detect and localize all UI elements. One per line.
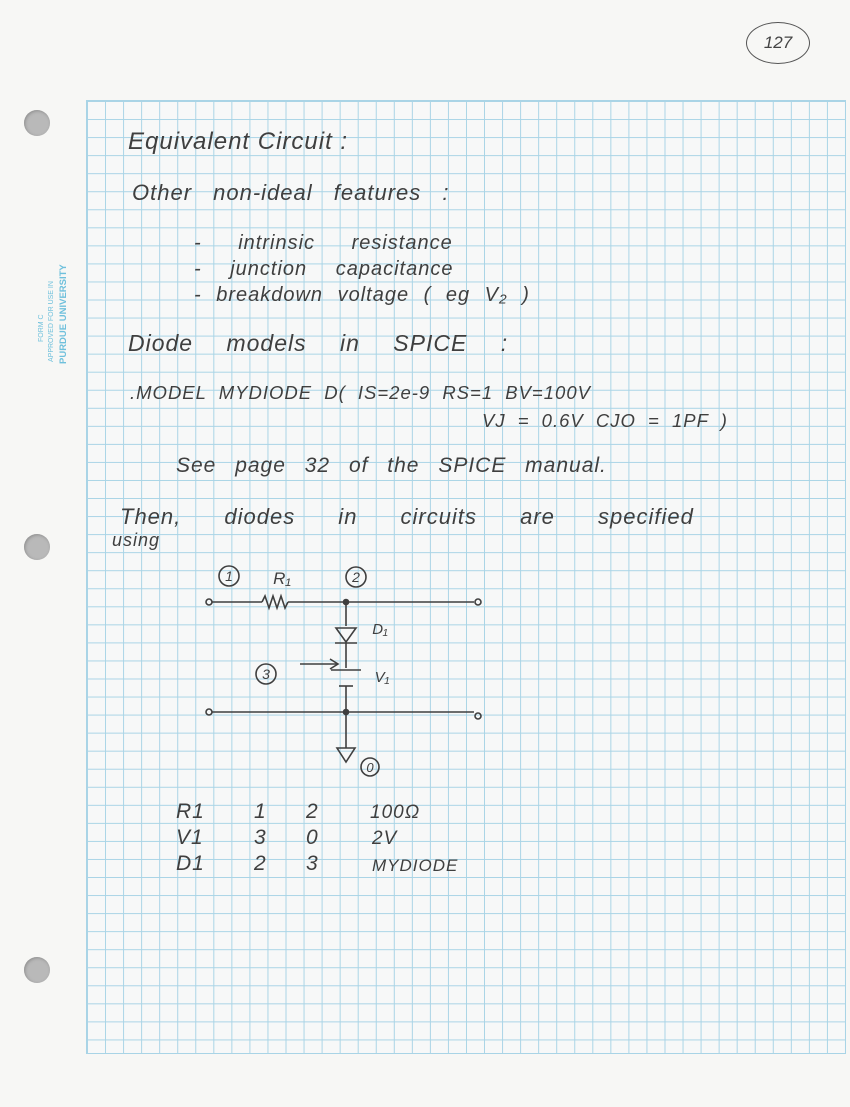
netlist-name: V1	[176, 826, 204, 849]
node-1-label: 1	[225, 568, 233, 584]
form-label-form: FORM C	[38, 314, 45, 342]
d1-label: D₁	[372, 621, 388, 638]
netlist-node-b: 3	[306, 852, 319, 875]
node-3-label: 3	[262, 666, 270, 682]
form-label-university: PURDUE UNIVERSITY	[58, 264, 69, 364]
netlist-node-b: 0	[306, 826, 319, 849]
netlist-node-b: 2	[306, 800, 319, 823]
model-line-1: .MODEL MYDIODE D( IS=2e-9 RS=1 BV=100V	[130, 382, 591, 403]
diode-d1	[336, 628, 356, 642]
terminal-bottom-left	[206, 709, 212, 715]
node-0-label: 0	[366, 760, 374, 775]
subheading-features: Other non-ideal features :	[132, 180, 450, 205]
terminal-top-left	[206, 599, 212, 605]
netlist-value: 2V	[372, 828, 398, 849]
netlist-name: D1	[176, 852, 205, 875]
r1-label: R₁	[273, 569, 291, 588]
v1-label: V₁	[374, 669, 390, 686]
then-line-2: using	[112, 530, 161, 550]
feature-intrinsic-resistance: - intrinsic resistance	[194, 232, 453, 254]
ground-symbol	[337, 748, 355, 762]
spice-heading: Diode models in SPICE :	[128, 330, 509, 356]
see-page-note: See page 32 of the SPICE manual.	[176, 454, 607, 477]
netlist-node-a: 1	[254, 800, 267, 823]
netlist-node-a: 2	[254, 852, 267, 875]
feature-breakdown-voltage: - breakdown voltage ( eg V₂ )	[194, 284, 530, 306]
feature-junction-capacitance: - junction capacitance	[194, 258, 454, 280]
resistor-r1	[262, 596, 288, 608]
form-label-approved: APPROVED FOR USE IN	[48, 281, 55, 362]
netlist-node-a: 3	[254, 826, 267, 849]
terminal-top-right	[475, 599, 481, 605]
netlist-name: R1	[176, 800, 205, 823]
model-line-2: VJ = 0.6V CJO = 1PF )	[482, 410, 728, 431]
then-line-1: Then, diodes in circuits are specified	[120, 504, 694, 529]
netlist-value: MYDIODE	[372, 856, 459, 875]
node-2-label: 2	[352, 569, 360, 585]
netlist-value: 100Ω	[370, 802, 421, 823]
page-number: 127	[746, 22, 810, 64]
terminal-bottom-right	[475, 713, 481, 719]
heading-equivalent-circuit: Equivalent Circuit :	[128, 128, 349, 155]
